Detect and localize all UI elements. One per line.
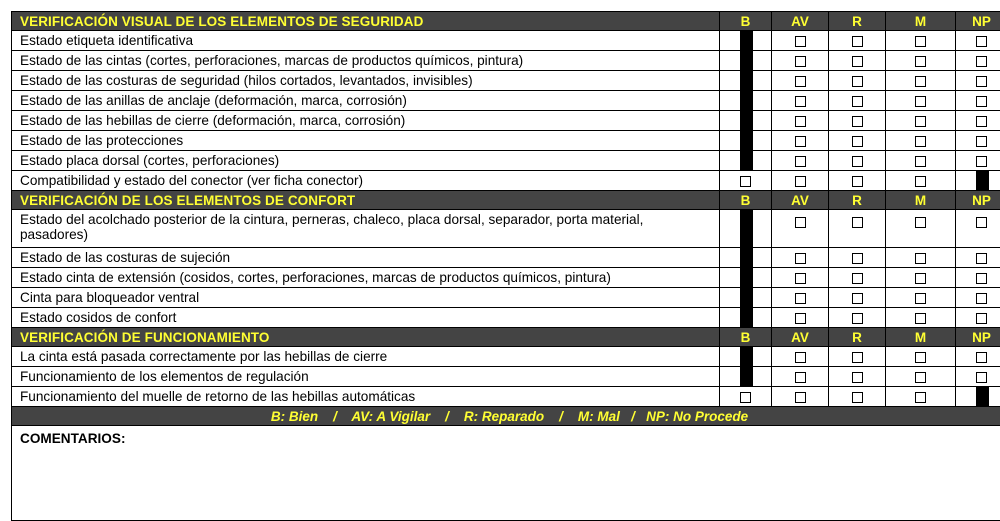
checkbox-cell-b[interactable] xyxy=(720,171,772,191)
column-header-r: R xyxy=(829,191,886,210)
checkbox-cell-np[interactable] xyxy=(956,210,1000,248)
checkbox-cell-np[interactable] xyxy=(956,248,1000,268)
filled-marker-b xyxy=(720,288,772,308)
checklist-item-label: Compatibilidad y estado del conector (ver ficha conector) xyxy=(12,171,720,191)
filled-marker-b xyxy=(720,51,772,71)
checkbox-cell-b[interactable] xyxy=(720,387,772,407)
checkbox-cell-np[interactable] xyxy=(956,268,1000,288)
checkbox-r[interactable] xyxy=(852,352,863,363)
checkbox-cell-np[interactable] xyxy=(956,308,1000,328)
checkbox-cell-r[interactable] xyxy=(829,367,886,387)
column-header-av: AV xyxy=(772,328,829,347)
checkbox-cell-av[interactable] xyxy=(772,268,829,288)
checkbox-np[interactable] xyxy=(976,56,987,67)
checkbox-r[interactable] xyxy=(852,176,863,187)
checkbox-cell-np[interactable] xyxy=(956,151,1000,171)
checkbox-m[interactable] xyxy=(915,293,926,304)
checkbox-np[interactable] xyxy=(976,352,987,363)
checklist-row xyxy=(12,91,1000,111)
checkbox-av[interactable] xyxy=(795,176,806,187)
checkbox-np[interactable] xyxy=(976,253,987,264)
checkbox-r[interactable] xyxy=(852,116,863,127)
checklist-item-label: Funcionamiento del muelle de retorno de las hebillas automáticas xyxy=(12,387,720,407)
checkbox-cell-m[interactable] xyxy=(886,387,956,407)
checkbox-r[interactable] xyxy=(852,392,863,403)
checkbox-m[interactable] xyxy=(915,352,926,363)
checkbox-cell-av[interactable] xyxy=(772,367,829,387)
checkbox-cell-m[interactable] xyxy=(886,51,956,71)
checklist-row xyxy=(12,387,1000,407)
checkbox-cell-av[interactable] xyxy=(772,387,829,407)
checkbox-cell-np[interactable] xyxy=(956,111,1000,131)
checkbox-m[interactable] xyxy=(915,136,926,147)
checklist-item-label: Estado etiqueta identificativa xyxy=(12,31,720,51)
checkbox-m[interactable] xyxy=(915,313,926,324)
column-header-m: M xyxy=(886,328,956,347)
column-header-np: NP xyxy=(956,191,1000,210)
column-header-av: AV xyxy=(772,191,829,210)
checklist-item-label: Estado de las anillas de anclaje (deformación, marca, corrosión) xyxy=(12,91,720,111)
checkbox-av[interactable] xyxy=(795,136,806,147)
filled-marker-b xyxy=(720,131,772,151)
checkbox-m[interactable] xyxy=(915,217,926,228)
checkbox-cell-m[interactable] xyxy=(886,111,956,131)
checkbox-av[interactable] xyxy=(795,392,806,403)
checkbox-r[interactable] xyxy=(852,136,863,147)
checkbox-cell-m[interactable] xyxy=(886,248,956,268)
checkbox-av[interactable] xyxy=(795,76,806,87)
filled-marker-b xyxy=(720,151,772,171)
checkbox-cell-m[interactable] xyxy=(886,308,956,328)
checkbox-cell-m[interactable] xyxy=(886,91,956,111)
section-header xyxy=(12,12,1000,31)
checklist-item-label: Funcionamiento de los elementos de regulación xyxy=(12,367,720,387)
column-header-np: NP xyxy=(956,12,1000,31)
checkbox-m[interactable] xyxy=(915,156,926,167)
filled-marker-b xyxy=(720,268,772,288)
checklist-row xyxy=(12,288,1000,308)
checklist-item-label: Estado de las costuras de seguridad (hilos cortados, levantados, invisibles) xyxy=(12,71,720,91)
checkbox-np[interactable] xyxy=(976,116,987,127)
section-title: VERIFICACIÓN DE LOS ELEMENTOS DE CONFORT xyxy=(12,191,720,210)
checklist-row xyxy=(12,111,1000,131)
filled-marker-b xyxy=(720,91,772,111)
checkbox-r[interactable] xyxy=(852,217,863,228)
checkbox-cell-r[interactable] xyxy=(829,31,886,51)
checklist-item-label: Estado de las cintas (cortes, perforaciones, marcas de productos químicos, pintura) xyxy=(12,51,720,71)
column-header-b: B xyxy=(720,191,772,210)
checkbox-m[interactable] xyxy=(915,273,926,284)
checkbox-r[interactable] xyxy=(852,372,863,383)
checkbox-cell-av[interactable] xyxy=(772,51,829,71)
checklist-row xyxy=(12,268,1000,288)
comments-row xyxy=(12,426,1000,521)
checklist-row xyxy=(12,367,1000,387)
checkbox-cell-m[interactable] xyxy=(886,71,956,91)
checkbox-cell-r[interactable] xyxy=(829,131,886,151)
checklist-item-label: Estado cinta de extensión (cosidos, cortes, perforaciones, marcas de productos químicos, pintura) xyxy=(12,268,720,288)
checkbox-np[interactable] xyxy=(976,217,987,228)
checkbox-av[interactable] xyxy=(795,253,806,264)
checkbox-np[interactable] xyxy=(976,136,987,147)
checkbox-cell-m[interactable] xyxy=(886,31,956,51)
checkbox-m[interactable] xyxy=(915,372,926,383)
checkbox-np[interactable] xyxy=(976,36,987,47)
filled-marker-b xyxy=(720,31,772,51)
column-header-m: M xyxy=(886,191,956,210)
checkbox-cell-np[interactable] xyxy=(956,288,1000,308)
checkbox-cell-av[interactable] xyxy=(772,71,829,91)
checkbox-np[interactable] xyxy=(976,372,987,383)
filled-marker-b xyxy=(720,308,772,328)
checkbox-cell-av[interactable] xyxy=(772,308,829,328)
checkbox-np[interactable] xyxy=(976,156,987,167)
checkbox-cell-m[interactable] xyxy=(886,347,956,367)
checklist-row xyxy=(12,171,1000,191)
checkbox-r[interactable] xyxy=(852,96,863,107)
checkbox-cell-r[interactable] xyxy=(829,210,886,248)
checklist-item-label: La cinta está pasada correctamente por las hebillas de cierre xyxy=(12,347,720,367)
comments-area[interactable] xyxy=(12,426,1000,521)
checklist-table xyxy=(11,11,1000,521)
checklist-item-label: Estado de las protecciones xyxy=(12,131,720,151)
checklist-item-label: Estado de las costuras de sujeción xyxy=(12,248,720,268)
filled-marker-b xyxy=(720,248,772,268)
checkbox-cell-av[interactable] xyxy=(772,31,829,51)
checkbox-np[interactable] xyxy=(976,293,987,304)
checkbox-cell-m[interactable] xyxy=(886,151,956,171)
column-header-m: M xyxy=(886,12,956,31)
checkbox-r[interactable] xyxy=(852,156,863,167)
checklist-item-label: Estado cosidos de confort xyxy=(12,308,720,328)
filled-marker-np xyxy=(956,171,1000,191)
checkbox-cell-av[interactable] xyxy=(772,248,829,268)
checkbox-m[interactable] xyxy=(915,176,926,187)
checklist-row xyxy=(12,31,1000,51)
section-header xyxy=(12,191,1000,210)
checkbox-cell-np[interactable] xyxy=(956,51,1000,71)
checklist-row xyxy=(12,347,1000,367)
checkbox-cell-r[interactable] xyxy=(829,71,886,91)
checkbox-cell-r[interactable] xyxy=(829,387,886,407)
checkbox-b[interactable] xyxy=(740,176,751,187)
checkbox-np[interactable] xyxy=(976,313,987,324)
column-header-av: AV xyxy=(772,12,829,31)
checkbox-cell-r[interactable] xyxy=(829,248,886,268)
checkbox-cell-np[interactable] xyxy=(956,131,1000,151)
checkbox-av[interactable] xyxy=(795,96,806,107)
checkbox-av[interactable] xyxy=(795,352,806,363)
checklist-item-label: Cinta para bloqueador ventral xyxy=(12,288,720,308)
section-header xyxy=(12,328,1000,347)
checklist-row xyxy=(12,51,1000,71)
checkbox-cell-r[interactable] xyxy=(829,91,886,111)
checkbox-cell-np[interactable] xyxy=(956,367,1000,387)
checkbox-m[interactable] xyxy=(915,56,926,67)
checkbox-r[interactable] xyxy=(852,56,863,67)
checkbox-r[interactable] xyxy=(852,36,863,47)
checkbox-cell-av[interactable] xyxy=(772,171,829,191)
checkbox-cell-r[interactable] xyxy=(829,151,886,171)
checkbox-av[interactable] xyxy=(795,273,806,284)
checkbox-b[interactable] xyxy=(740,392,751,403)
filled-marker-b xyxy=(720,210,772,248)
checkbox-r[interactable] xyxy=(852,76,863,87)
checkbox-cell-m[interactable] xyxy=(886,268,956,288)
checklist-item-label: Estado de las hebillas de cierre (deformación, marca, corrosión) xyxy=(12,111,720,131)
filled-marker-np xyxy=(956,387,1000,407)
checkbox-r[interactable] xyxy=(852,313,863,324)
checklist-row xyxy=(12,131,1000,151)
filled-marker-b xyxy=(720,71,772,91)
checkbox-cell-np[interactable] xyxy=(956,347,1000,367)
checkbox-cell-r[interactable] xyxy=(829,268,886,288)
checkbox-cell-r[interactable] xyxy=(829,111,886,131)
checkbox-cell-m[interactable] xyxy=(886,210,956,248)
checkbox-cell-np[interactable] xyxy=(956,91,1000,111)
checkbox-cell-av[interactable] xyxy=(772,288,829,308)
filled-marker-b xyxy=(720,347,772,367)
checklist-row xyxy=(12,71,1000,91)
legend-text: B: Bien / AV: A Vigilar / R: Reparado / M: Mal / NP: No Procede xyxy=(12,407,1000,426)
checkbox-cell-np[interactable] xyxy=(956,71,1000,91)
comments-label: COMENTARIOS: xyxy=(20,431,125,446)
checklist-row xyxy=(12,151,1000,171)
checklist-item-label: Estado del acolchado posterior de la cintura, perneras, chaleco, placa dorsal, separador, porta material, pasadores) xyxy=(12,210,720,248)
checkbox-av[interactable] xyxy=(795,36,806,47)
checkbox-av[interactable] xyxy=(795,217,806,228)
checkbox-av[interactable] xyxy=(795,313,806,324)
inspection-checklist xyxy=(11,11,986,521)
column-header-b: B xyxy=(720,328,772,347)
checkbox-cell-np[interactable] xyxy=(956,31,1000,51)
checklist-item-label: Estado placa dorsal (cortes, perforaciones) xyxy=(12,151,720,171)
checkbox-np[interactable] xyxy=(976,96,987,107)
checkbox-av[interactable] xyxy=(795,293,806,304)
checkbox-cell-m[interactable] xyxy=(886,288,956,308)
checklist-row xyxy=(12,308,1000,328)
legend-row xyxy=(12,407,1000,426)
checkbox-cell-m[interactable] xyxy=(886,171,956,191)
checkbox-m[interactable] xyxy=(915,392,926,403)
checkbox-m[interactable] xyxy=(915,116,926,127)
checkbox-m[interactable] xyxy=(915,253,926,264)
checkbox-m[interactable] xyxy=(915,76,926,87)
checkbox-r[interactable] xyxy=(852,253,863,264)
checkbox-av[interactable] xyxy=(795,372,806,383)
checkbox-cell-m[interactable] xyxy=(886,367,956,387)
checkbox-m[interactable] xyxy=(915,36,926,47)
checklist-row xyxy=(12,210,1000,248)
filled-marker-b xyxy=(720,111,772,131)
checkbox-av[interactable] xyxy=(795,116,806,127)
column-header-b: B xyxy=(720,12,772,31)
column-header-r: R xyxy=(829,328,886,347)
checkbox-cell-av[interactable] xyxy=(772,91,829,111)
checkbox-np[interactable] xyxy=(976,76,987,87)
checkbox-cell-av[interactable] xyxy=(772,111,829,131)
checkbox-av[interactable] xyxy=(795,56,806,67)
checkbox-cell-r[interactable] xyxy=(829,171,886,191)
checkbox-m[interactable] xyxy=(915,96,926,107)
checkbox-cell-av[interactable] xyxy=(772,151,829,171)
checkbox-cell-m[interactable] xyxy=(886,131,956,151)
checkbox-r[interactable] xyxy=(852,293,863,304)
section-title: VERIFICACIÓN VISUAL DE LOS ELEMENTOS DE SEGURIDAD xyxy=(12,12,720,31)
checkbox-cell-r[interactable] xyxy=(829,288,886,308)
checkbox-cell-r[interactable] xyxy=(829,308,886,328)
checkbox-r[interactable] xyxy=(852,273,863,284)
filled-marker-b xyxy=(720,367,772,387)
checkbox-np[interactable] xyxy=(976,273,987,284)
checkbox-cell-r[interactable] xyxy=(829,51,886,71)
section-title: VERIFICACIÓN DE FUNCIONAMIENTO xyxy=(12,328,720,347)
checkbox-cell-av[interactable] xyxy=(772,347,829,367)
checkbox-cell-av[interactable] xyxy=(772,210,829,248)
checklist-row xyxy=(12,248,1000,268)
column-header-r: R xyxy=(829,12,886,31)
checkbox-cell-r[interactable] xyxy=(829,347,886,367)
column-header-np: NP xyxy=(956,328,1000,347)
checkbox-cell-av[interactable] xyxy=(772,131,829,151)
checkbox-av[interactable] xyxy=(795,156,806,167)
